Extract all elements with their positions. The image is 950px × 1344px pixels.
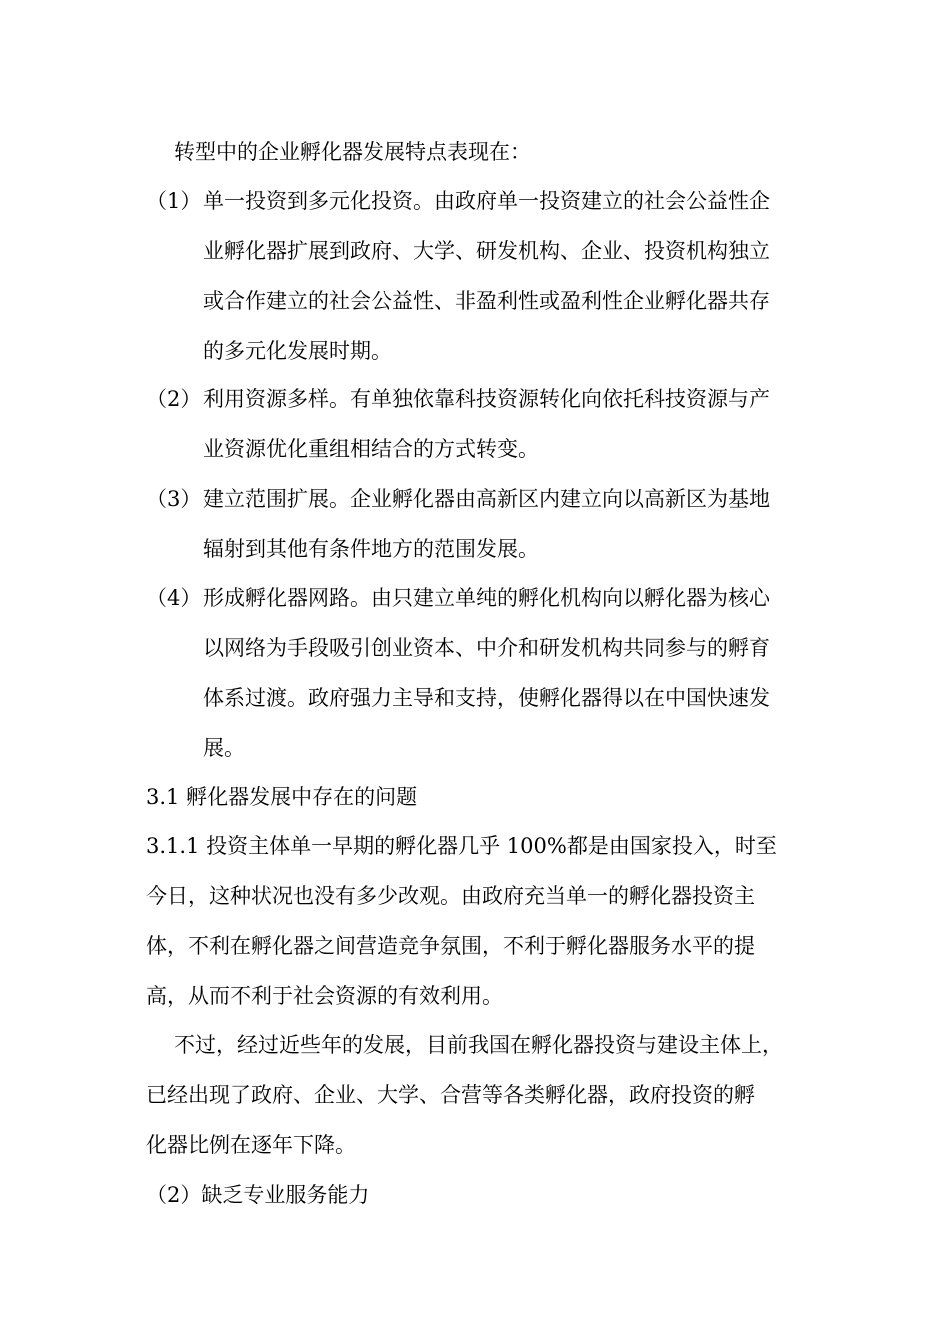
subheading: （2）缺乏专业服务能力 <box>146 1183 370 1207</box>
intro-paragraph: 转型中的企业孵化器发展特点表现在： <box>174 140 531 164</box>
list-item-line: 或合作建立的社会公益性、非盈利性或盈利性企业孵化器共存 <box>203 289 770 313</box>
list-item-line: 体系过渡。政府强力主导和支持，使孵化器得以在中国快速发 <box>203 686 770 710</box>
list-item-line: 以网络为手段吸引创业资本、中介和研发机构共同参与的孵育 <box>203 636 770 660</box>
paragraph-line: 高，从而不利于社会资源的有效利用。 <box>146 984 503 1008</box>
list-item-number: （1） <box>146 189 202 213</box>
list-item-number: （3） <box>146 487 202 511</box>
paragraph-line: 体，不利在孵化器之间营造竞争氛围，不利于孵化器服务水平的提 <box>146 934 755 958</box>
list-item-line: 业孵化器扩展到政府、大学、研发机构、企业、投资机构独立 <box>203 239 770 263</box>
list-item-line: 辐射到其他有条件地方的范围发展。 <box>203 537 539 561</box>
list-item-line: 单一投资到多元化投资。由政府单一投资建立的社会公益性企 <box>203 189 770 213</box>
list-item-line: 利用资源多样。有单独依靠科技资源转化向依托科技资源与产 <box>203 387 770 411</box>
list-item-line: 的多元化发展时期。 <box>203 339 392 363</box>
list-item-line: 展。 <box>203 736 245 760</box>
list-item-line: 业资源优化重组相结合的方式转变。 <box>203 437 539 461</box>
paragraph-line: 化器比例在逐年下降。 <box>146 1133 356 1157</box>
list-item-number: （4） <box>146 586 202 610</box>
paragraph-line: 已经出现了政府、企业、大学、合营等各类孵化器，政府投资的孵 <box>146 1083 755 1107</box>
list-item-number: （2） <box>146 387 202 411</box>
list-item-line: 建立范围扩展。企业孵化器由高新区内建立向以高新区为基地 <box>203 487 770 511</box>
paragraph-line: 3.1.1 投资主体单一早期的孵化器几乎 100%都是由国家投入，时至 <box>146 834 777 858</box>
section-heading: 3.1 孵化器发展中存在的问题 <box>146 785 418 809</box>
list-item-line: 形成孵化器网路。由只建立单纯的孵化机构向以孵化器为核心 <box>203 586 770 610</box>
paragraph-line: 今日，这种状况也没有多少改观。由政府充当单一的孵化器投资主 <box>146 884 755 908</box>
paragraph-line: 不过，经过近些年的发展，目前我国在孵化器投资与建设主体上， <box>174 1033 783 1057</box>
